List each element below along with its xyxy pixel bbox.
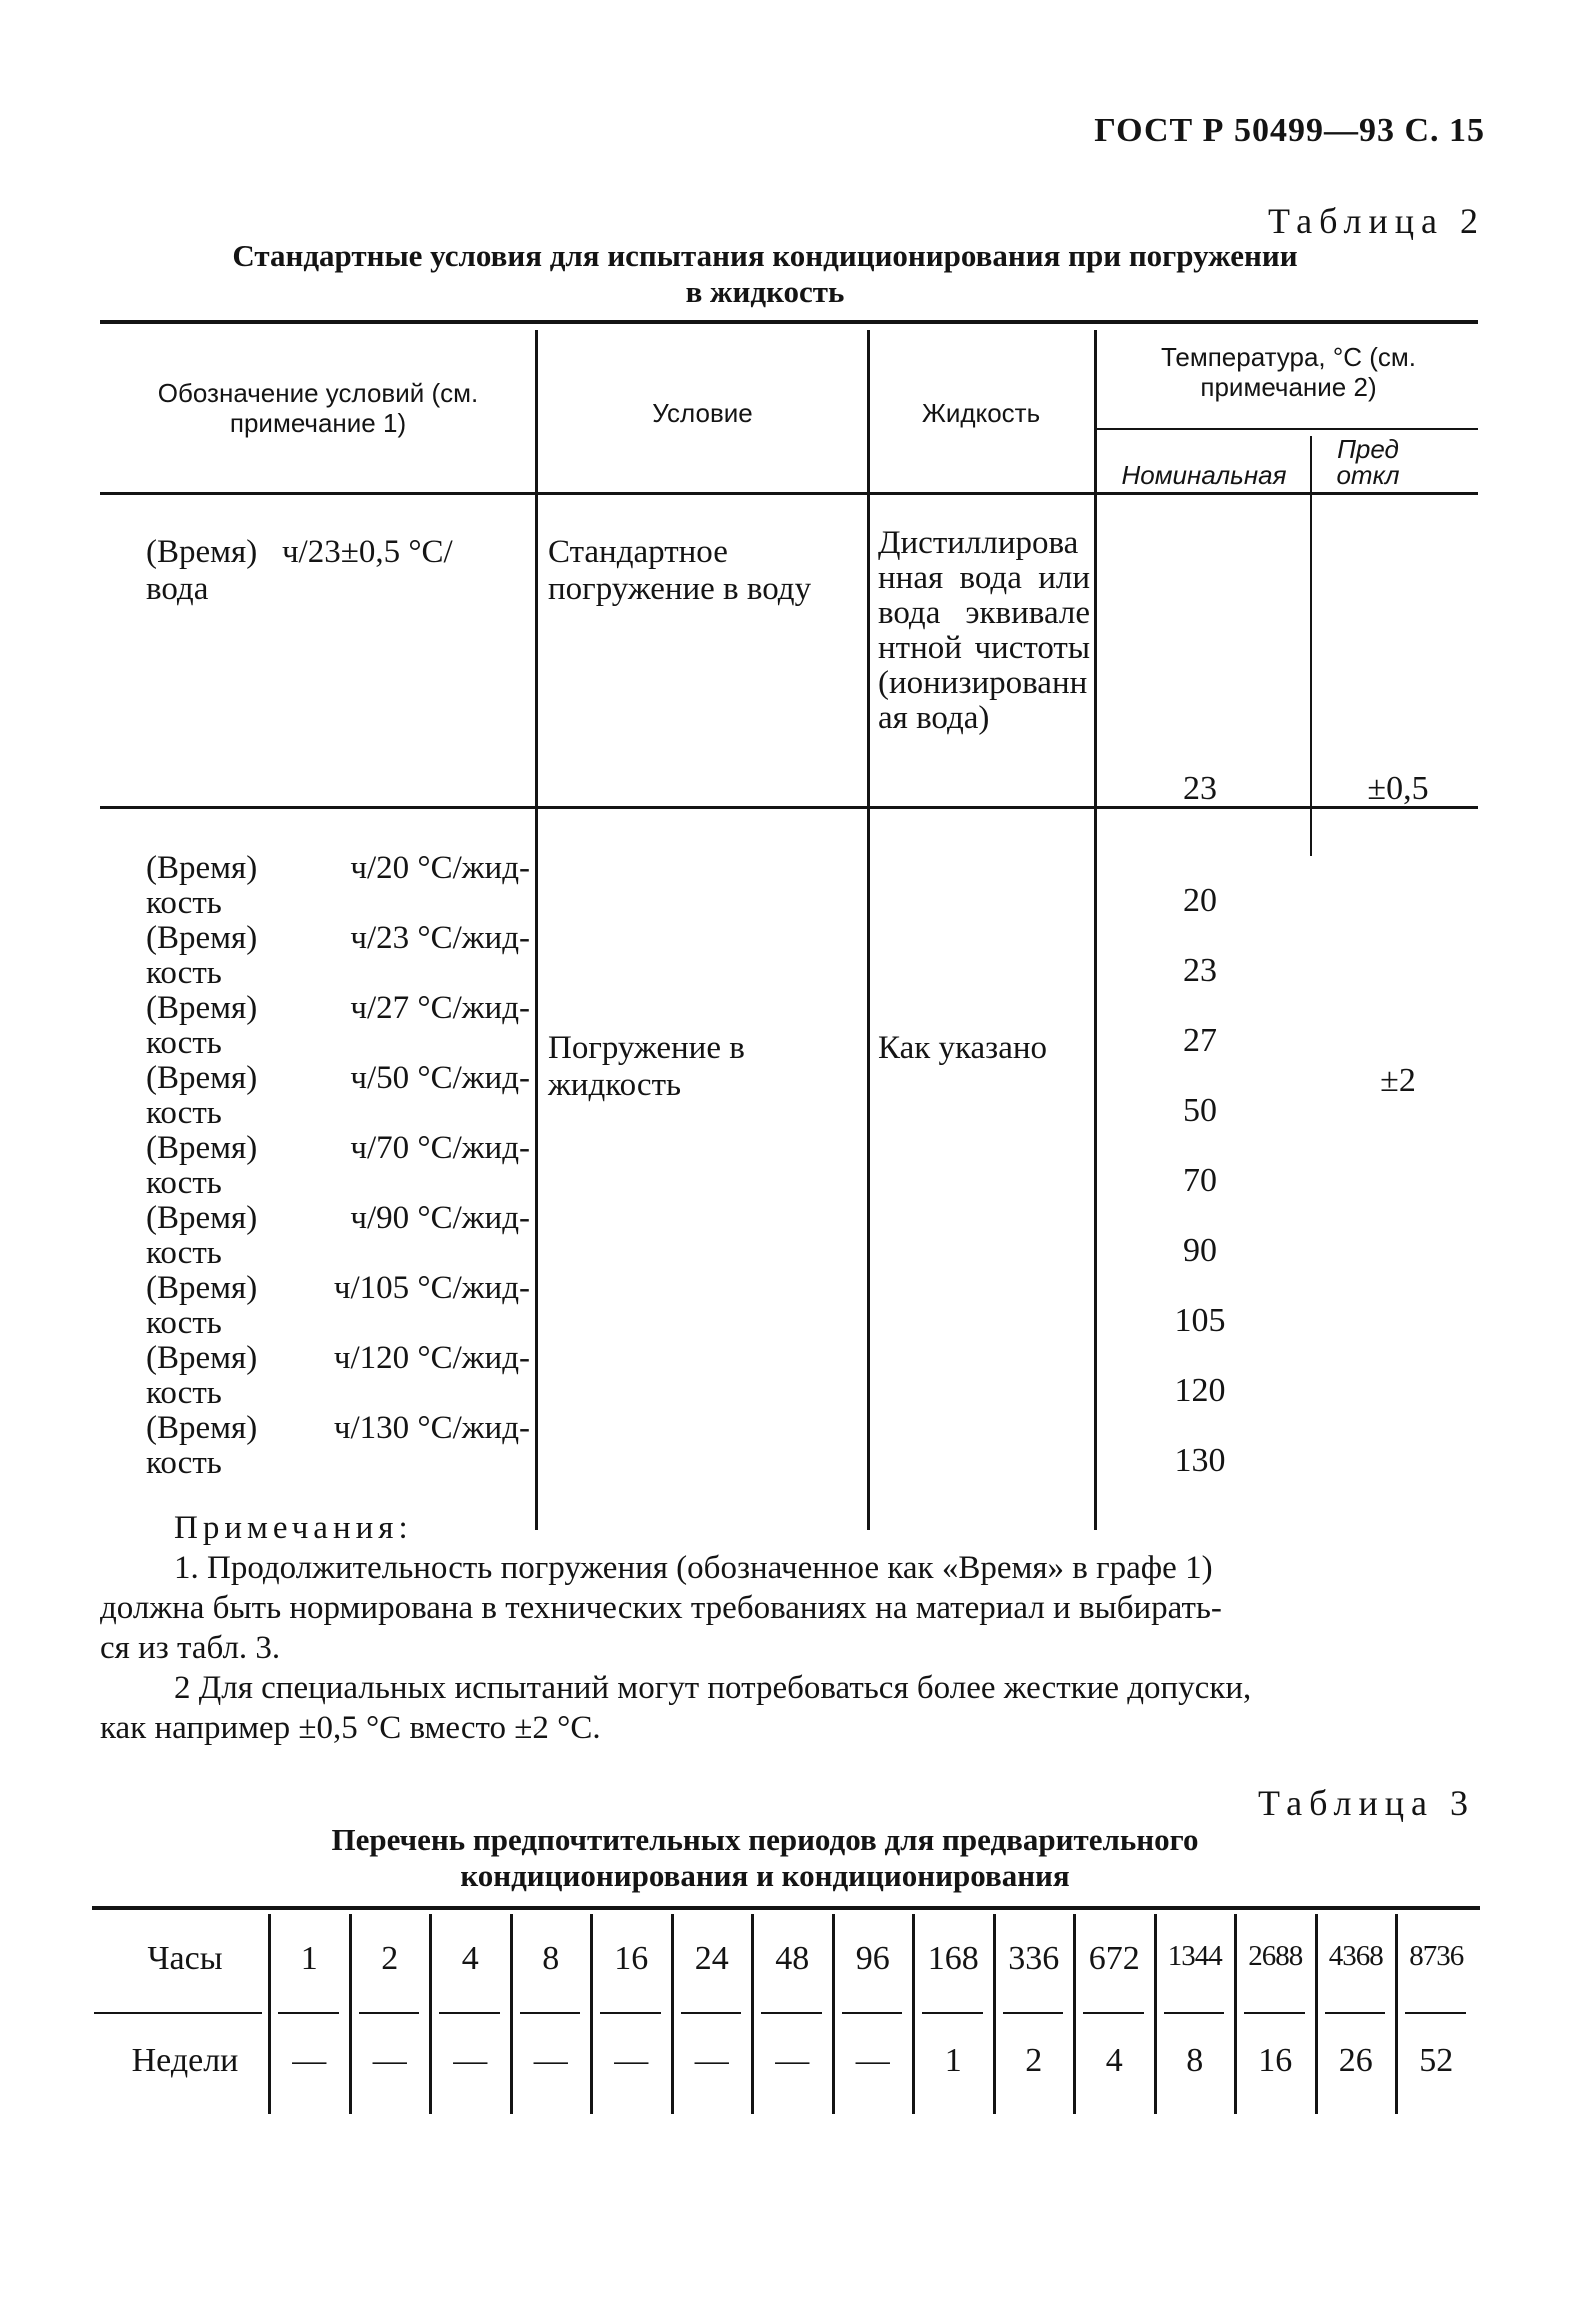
table3-weeks-value: — xyxy=(855,2042,890,2079)
note2-line1: 2 Для специальных испытаний могут потребоваться более жесткие допуски, xyxy=(174,1670,1252,1706)
table3-hours-value: 1 xyxy=(300,1940,318,1977)
table3-hours-value: 2 xyxy=(381,1940,399,1977)
row1-condition: Стандартное погружение в воду xyxy=(548,534,812,607)
header-temperature: Температура, °С (см. примечание 2) xyxy=(1160,342,1417,402)
row2-designation-line1 xyxy=(146,1270,530,1307)
row2-designation-line2: кость xyxy=(146,1165,222,1201)
row2-designation-temp: ч/105 °С/жид- xyxy=(333,1270,530,1306)
table2-col-divider-3 xyxy=(1094,330,1097,1530)
row1-nominal: 23 xyxy=(1183,770,1217,807)
page-header: ГОСТ Р 50499—93 С. 15 xyxy=(1094,112,1485,149)
row2-nominal-value: 90 xyxy=(1183,1232,1217,1269)
row2-designation-time: (Время) xyxy=(146,1410,258,1446)
table3-weeks-value: — xyxy=(533,2042,568,2079)
table3-hours-value: 168 xyxy=(927,1940,979,1977)
row2-designation-time: (Время) xyxy=(146,1200,258,1236)
table3-cell-rule xyxy=(681,2012,742,2014)
table3-title xyxy=(100,1822,1430,1894)
row1-designation-line2: вода xyxy=(146,571,209,607)
row2-designation-line2: кость xyxy=(146,955,222,991)
table2-title-line1: Стандартные условия для испытания кондиционирования при погружении xyxy=(232,238,1298,273)
row2-designation-line2: кость xyxy=(146,885,222,921)
row2-designation-temp: ч/130 °С/жид- xyxy=(333,1410,530,1446)
row2-designation-line2: кость xyxy=(146,1235,222,1271)
table3-weeks-value: 4 xyxy=(1105,2042,1123,2079)
table2-top-rule xyxy=(100,320,1478,324)
table2-header-rule xyxy=(100,492,1478,495)
row2-designation-line1 xyxy=(146,920,530,957)
row2-designation-temp: ч/23 °С/жид- xyxy=(350,920,530,956)
row2-designation-time: (Время) xyxy=(146,850,258,886)
row2-designation-temp: ч/90 °С/жид- xyxy=(350,1200,530,1236)
table3-hours-value: 1344 xyxy=(1167,1940,1222,1972)
row2-designation-time: (Время) xyxy=(146,920,258,956)
table3-cell-rule xyxy=(761,2012,822,2014)
table3-weeks-value: — xyxy=(694,2042,729,2079)
table3-cell-rule xyxy=(439,2012,500,2014)
row2-designation-temp: ч/20 °С/жид- xyxy=(350,850,530,886)
row2-designation-time: (Время) xyxy=(146,1340,258,1376)
row2-condition: Погружение в жидкость xyxy=(548,1030,745,1103)
row1-designation-line1: (Время) ч/23±0,5 °С/ xyxy=(146,534,453,570)
table3-hours-value: 336 xyxy=(1008,1940,1060,1977)
row2-nominal-value: 130 xyxy=(1174,1442,1226,1479)
row2-designation-time: (Время) xyxy=(146,990,258,1026)
row2-designation-line2: кость xyxy=(146,1375,222,1411)
row2-nominal-value: 70 xyxy=(1183,1162,1217,1199)
table3-weeks-value: — xyxy=(614,2042,649,2079)
row2-designation-time: (Время) xyxy=(146,1270,258,1306)
table2-title xyxy=(100,238,1430,310)
table2-label: Таблица 2 xyxy=(1268,201,1485,241)
header-condition: Условие xyxy=(652,398,753,428)
table3-cell-rule xyxy=(1083,2012,1144,2014)
table2-col-divider-1 xyxy=(535,330,538,1530)
table2-col-divider-4 xyxy=(1310,436,1312,856)
notes-heading: Примечания: xyxy=(174,1510,413,1546)
table3-cell-rule xyxy=(1003,2012,1064,2014)
table3-cell-rule xyxy=(359,2012,420,2014)
table3-cell-rule xyxy=(1325,2012,1386,2014)
table3-cell-rule xyxy=(1244,2012,1305,2014)
row2-nominal-value: 120 xyxy=(1174,1372,1226,1409)
table3-weeks-value: — xyxy=(453,2042,488,2079)
table3-weeks-value: — xyxy=(775,2042,810,2079)
header-deviation: Пред откл xyxy=(1336,434,1400,490)
table3-hours-value: 24 xyxy=(694,1940,729,1977)
table2-col-divider-2 xyxy=(867,330,870,1530)
row2-designation-time: (Время) xyxy=(146,1060,258,1096)
table3-cell-rule xyxy=(1164,2012,1225,2014)
table3-hours-value: 4368 xyxy=(1328,1940,1383,1972)
note2-line2: как например ±0,5 °С вместо ±2 °С. xyxy=(100,1710,601,1746)
row1-liquid: Дистиллированная вода или вода эквивалентной чистоты (ионизированная вода) xyxy=(878,525,1090,736)
row2-designation-line2: кость xyxy=(146,1305,222,1341)
table3-weeks-value: 1 xyxy=(944,2042,962,2079)
row1-designation xyxy=(146,534,530,608)
table3-label-rule xyxy=(94,2012,262,2014)
table3-cell-rule xyxy=(1405,2012,1466,2014)
row2-designation-line1 xyxy=(146,1340,530,1377)
row2-nominal-value: 20 xyxy=(1183,882,1217,919)
row2-designation-line1 xyxy=(146,1060,530,1097)
table3-top-rule xyxy=(92,1906,1480,1910)
row2-designation-line1 xyxy=(146,1410,530,1447)
table3-label: Таблица 3 xyxy=(1258,1783,1475,1823)
table3-cell-rule xyxy=(842,2012,903,2014)
row2-designation-line1 xyxy=(146,850,530,887)
table3-hours-value: 48 xyxy=(775,1940,810,1977)
row2-nominal-value: 23 xyxy=(1183,952,1217,989)
row2-designation-temp: ч/120 °С/жид- xyxy=(333,1340,530,1376)
header-designation: Обозначение условий (см. примечание 1) xyxy=(157,378,479,438)
table3-weeks-value: 16 xyxy=(1258,2042,1293,2079)
table3-weeks-value: 8 xyxy=(1186,2042,1204,2079)
row2-designation-temp: ч/70 °С/жид- xyxy=(350,1130,530,1166)
table3-weeks-value: — xyxy=(292,2042,327,2079)
table3-hours-label: Часы xyxy=(147,1940,223,1977)
row2-nominal-value: 27 xyxy=(1183,1022,1217,1059)
row1-deviation: ±0,5 xyxy=(1367,770,1429,807)
table3-hours-value: 2688 xyxy=(1248,1940,1303,1972)
row2-designation-line1 xyxy=(146,990,530,1027)
table3-hours-value: 16 xyxy=(614,1940,649,1977)
row2-nominal-value: 105 xyxy=(1174,1302,1226,1339)
row2-nominal-value: 50 xyxy=(1183,1092,1217,1129)
row2-designation-line2: кость xyxy=(146,1445,222,1481)
header-nominal: Номинальная xyxy=(1121,460,1287,490)
note1-line3: ся из табл. 3. xyxy=(100,1630,281,1666)
table2-temp-subrule xyxy=(1096,428,1478,430)
row2-designation-temp: ч/50 °С/жид- xyxy=(350,1060,530,1096)
header-liquid: Жидкость xyxy=(921,398,1041,428)
row2-deviation: ±2 xyxy=(1380,1062,1416,1099)
table3-cell-rule xyxy=(600,2012,661,2014)
table3-hours-value: 4 xyxy=(461,1940,479,1977)
table3-title-line1: Перечень предпочтительных периодов для предварительного xyxy=(331,1822,1199,1857)
table3-cell-rule xyxy=(520,2012,581,2014)
row2-designation-line2: кость xyxy=(146,1095,222,1131)
row2-designation-line1 xyxy=(146,1130,530,1167)
table3-hours-value: 8736 xyxy=(1409,1940,1464,1972)
row2-designation-line1 xyxy=(146,1200,530,1237)
table3-weeks-value: — xyxy=(372,2042,407,2079)
table3-hours-value: 8 xyxy=(542,1940,560,1977)
table3-weeks-value: 52 xyxy=(1419,2042,1454,2079)
note1-line2: должна быть нормирована в технических требованиях на материал и выбирать- xyxy=(100,1590,1222,1626)
table3-weeks-value: 2 xyxy=(1025,2042,1043,2079)
table3-weeks-label: Недели xyxy=(131,2042,239,2079)
table3-weeks-value: 26 xyxy=(1338,2042,1373,2079)
table3-title-line2: кондиционирования и кондиционирования xyxy=(460,1858,1070,1893)
row2-designation-line2: кость xyxy=(146,1025,222,1061)
table3-hours-value: 672 xyxy=(1088,1940,1140,1977)
table2-row-rule xyxy=(100,806,1478,809)
note1-line1: 1. Продолжительность погружения (обозначенное как «Время» в графе 1) xyxy=(174,1550,1213,1586)
row2-liquid: Как указано xyxy=(878,1030,1048,1066)
row2-designation-temp: ч/27 °С/жид- xyxy=(350,990,530,1026)
table2-title-line2: в жидкость xyxy=(685,274,845,309)
row2-designation-time: (Время) xyxy=(146,1130,258,1166)
table3-cell-rule xyxy=(922,2012,983,2014)
table3-hours-value: 96 xyxy=(855,1940,890,1977)
table3-cell-rule xyxy=(278,2012,339,2014)
